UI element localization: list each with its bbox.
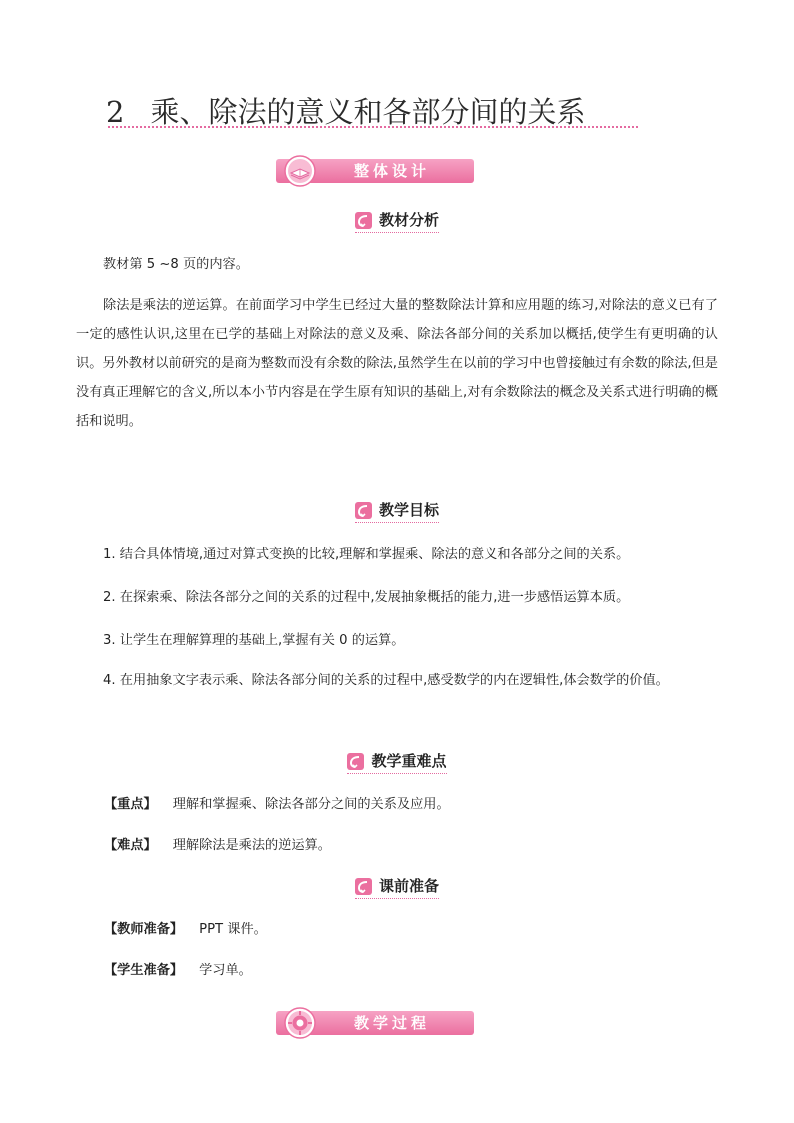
focus-line bbox=[104, 795, 450, 815]
teacher-prep-line bbox=[104, 920, 267, 940]
section-label: 课前准备 bbox=[378, 877, 439, 895]
section-header-teaching-goals bbox=[0, 500, 794, 522]
banner-label: 教学过程 bbox=[353, 1014, 430, 1032]
paragraph-material-analysis: 除法是乘法的逆运算。在前面学习中学生已经过大量的整数除法计算和应用题的练习,对除法的意义已有了一定的感性认识,这里在已学的基础上对除法的意义及乘、除法各部分间的关系加以概括,使学生有更明确的认识。另外教材以前研究的是商为整数而没有余数的除法,虽然学生在以前的学习中也曾接触过有余数的除法,但是没有真正理解它的含义,所以本小节内容是在学生原有知识的基础上,对有余数除法的概念及关系式进行明确的概括和说明。 bbox=[76, 298, 718, 429]
section-label: 教学目标 bbox=[378, 501, 439, 519]
goal-item-2: 2. 在探索乘、除法各部分之间的关系的过程中,发展抽象概括的能力,进一步感悟运算本质。 bbox=[103, 590, 630, 605]
banner-overall-design bbox=[276, 159, 474, 183]
section-header-preparation bbox=[0, 876, 794, 898]
difficulty-text: 理解除法是乘法的逆运算。 bbox=[172, 838, 331, 853]
student-prep-tag: 【学生准备】 bbox=[104, 963, 184, 978]
arrow-curl-icon bbox=[355, 878, 372, 895]
title-text: 乘、除法的意义和各部分间的关系 bbox=[150, 95, 586, 129]
banner-teaching-process bbox=[276, 1011, 474, 1035]
arrow-curl-icon bbox=[355, 212, 372, 229]
teacher-prep-tag: 【教师准备】 bbox=[104, 922, 184, 937]
section-label: 教学重难点 bbox=[371, 752, 447, 770]
arrow-curl-icon bbox=[347, 753, 364, 770]
section-header-material-analysis bbox=[0, 210, 794, 232]
title-underline bbox=[108, 126, 638, 128]
paragraph-material-pages: 教材第 5 ~8 页的内容。 bbox=[103, 257, 249, 272]
goal-item-4: 4. 在用抽象文字表示乘、除法各部分间的关系的过程中,感受数学的内在逻辑性,体会数学的价值。 bbox=[103, 673, 669, 688]
title-number: 2 bbox=[106, 95, 125, 129]
difficulty-line bbox=[104, 836, 331, 856]
goal-item-3: 3. 让学生在理解算理的基础上,掌握有关 0 的运算。 bbox=[103, 633, 405, 648]
section-header-key-points bbox=[0, 751, 794, 773]
goal-item-1: 1. 结合具体情境,通过对算式变换的比较,理解和掌握乘、除法的意义和各部分之间的关系。 bbox=[103, 547, 630, 562]
difficulty-tag: 【难点】 bbox=[104, 838, 157, 853]
student-prep-text: 学习单。 bbox=[199, 963, 252, 978]
banner-label: 整体设计 bbox=[353, 162, 430, 180]
focus-text: 理解和掌握乘、除法各部分之间的关系及应用。 bbox=[172, 797, 450, 812]
focus-tag: 【重点】 bbox=[104, 797, 157, 812]
arrow-curl-icon bbox=[355, 502, 372, 519]
section-label: 教材分析 bbox=[378, 211, 439, 229]
student-prep-line bbox=[104, 961, 252, 981]
teacher-prep-text: PPT 课件。 bbox=[199, 922, 267, 937]
